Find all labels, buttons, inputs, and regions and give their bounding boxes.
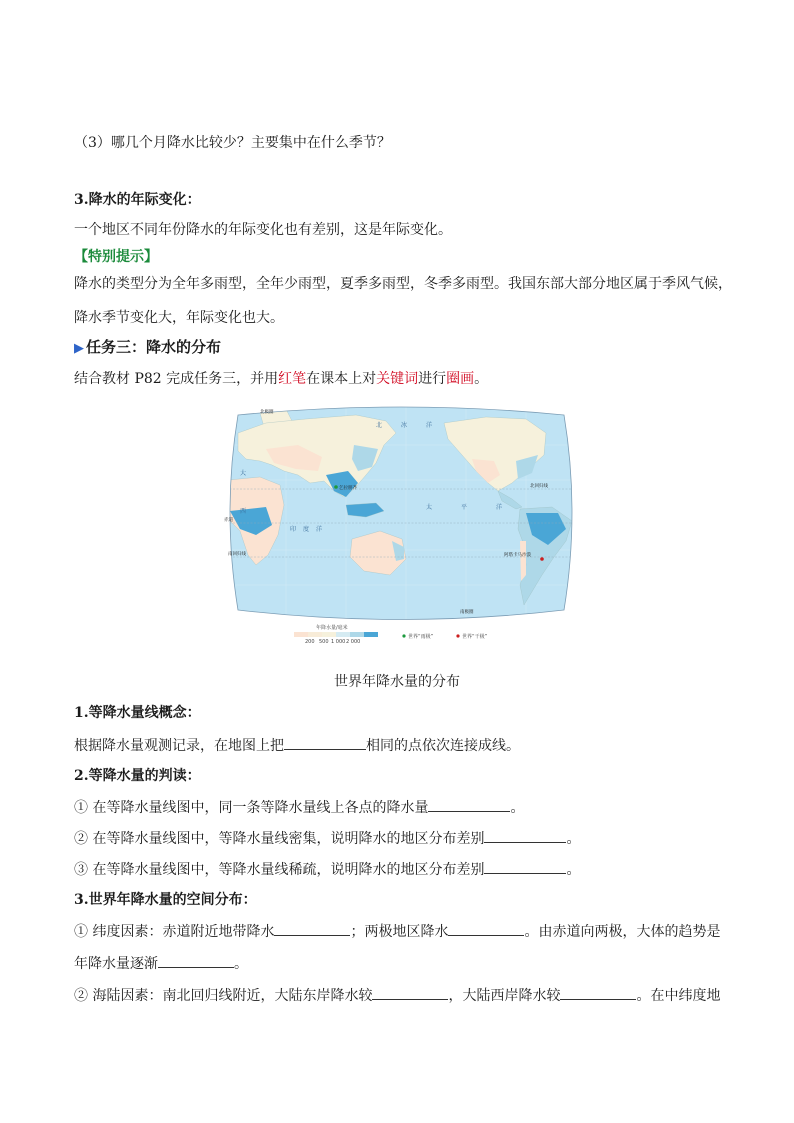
legend-tick-1000: 1 000 bbox=[331, 639, 346, 645]
blank-s3-equator[interactable] bbox=[274, 921, 350, 936]
s2-title: 2.等降水量的判读： bbox=[74, 768, 201, 784]
task-3-instruction: 结合教材 P82 完成任务三，并用红笔在课本上对关键词进行圈画。 bbox=[74, 371, 489, 387]
special-tip-line-1: 降水的类型分为全年多雨型，全年少雨型，夏季多雨型，冬季多雨型。我国东部大部分地区属于季风气候， bbox=[74, 276, 732, 292]
legend-swatches bbox=[294, 632, 378, 637]
legend-tick-200: 200 bbox=[305, 639, 315, 645]
atacama-dry bbox=[520, 541, 526, 581]
legend-dry-label: 世界“干极” bbox=[462, 634, 488, 640]
section-3-title: 3.降水的年际变化： bbox=[74, 192, 201, 208]
ocean-label-bing: 冰 bbox=[401, 422, 408, 429]
ocean-label-xi: 西 bbox=[240, 508, 247, 515]
blank-s1[interactable] bbox=[284, 735, 366, 750]
map-caption: 世界年降水量的分布 bbox=[334, 674, 460, 690]
blank-s2-3[interactable] bbox=[484, 859, 566, 874]
blank-s2-2[interactable] bbox=[484, 828, 566, 843]
lat-label-antarctic-circle: 南极圈 bbox=[460, 610, 474, 615]
legend-dry-dot bbox=[456, 634, 459, 637]
ocean-label-da: 大 bbox=[240, 470, 247, 477]
lat-label-tropic-capricorn: 南回归线 bbox=[228, 552, 246, 557]
blank-s3-east-coast[interactable] bbox=[372, 985, 448, 1000]
question-3: （3）哪几个月降水比较少？主要集中在什么季节？ bbox=[74, 135, 391, 151]
s3-item-1-line-2: 年降水量逐渐 。 bbox=[74, 953, 248, 974]
s1-sentence: 根据降水量观测记录，在地图上把 相同的点依次连接成线。 bbox=[74, 735, 520, 756]
dry-pole-place-label: 阿塔卡马沙漠 bbox=[504, 553, 531, 558]
special-tip-line-2: 降水季节变化大，年际变化也大。 bbox=[74, 310, 284, 326]
ocean-label-yang-2: 洋 bbox=[316, 526, 323, 533]
ocean-label-tai: 太 bbox=[426, 504, 433, 511]
ocean-label-ping: 平 bbox=[461, 504, 468, 511]
special-tip-label: 【特别提示】 bbox=[74, 249, 158, 265]
section-3-body: 一个地区不同年份降水的年际变化也有差别，这是年际变化。 bbox=[74, 222, 452, 238]
dry-pole-dot bbox=[540, 557, 544, 561]
legend-title: 年降水量/毫米 bbox=[316, 625, 348, 631]
lat-label-equator: 赤道 bbox=[224, 518, 233, 523]
rain-pole-dot bbox=[334, 485, 338, 489]
s1-title: 1.等降水量线概念： bbox=[74, 705, 201, 721]
blank-s3-trend[interactable] bbox=[158, 953, 234, 968]
legend-tick-2000: 2 000 bbox=[346, 639, 361, 645]
task-3-heading: ▶ 任务三：降水的分布 bbox=[74, 338, 222, 356]
map-figure bbox=[226, 405, 576, 645]
blank-s3-west-coast[interactable] bbox=[560, 985, 636, 1000]
legend-tick-500: 500 bbox=[319, 639, 329, 645]
ocean-label-du: 度 bbox=[303, 526, 310, 533]
s2-item-2: ② 在等降水量线图中，等降水量线密集，说明降水的地区分布差别 。 bbox=[74, 828, 580, 849]
play-triangle-icon: ▶ bbox=[74, 341, 84, 356]
legend-wet-label: 世界“雨极” bbox=[408, 634, 434, 640]
ocean-label-bei: 北 bbox=[376, 422, 383, 429]
antarctica bbox=[216, 617, 586, 645]
rain-pole-place-label: 乞拉朋齐 bbox=[339, 486, 357, 491]
world-precipitation-map bbox=[226, 405, 576, 645]
lat-label-tropic-cancer: 北回归线 bbox=[530, 484, 548, 489]
legend-wet-dot bbox=[402, 634, 405, 637]
s3-title: 3.世界年降水量的空间分布： bbox=[74, 892, 257, 908]
blank-s3-poles[interactable] bbox=[448, 921, 524, 936]
lat-label-arctic-circle: 北极圈 bbox=[260, 410, 274, 415]
s3-item-1-line-1: ① 纬度因素：赤道附近地带降水 ；两极地区降水 。由赤道向两极，大体的趋势是 bbox=[74, 921, 720, 942]
ocean-label-yang: 洋 bbox=[426, 422, 433, 429]
blank-s2-1[interactable] bbox=[428, 797, 510, 812]
s2-item-1: ① 在等降水量线图中，同一条等降水量线上各点的降水量 。 bbox=[74, 797, 524, 818]
s2-item-3: ③ 在等降水量线图中，等降水量线稀疏，说明降水的地区分布差别 。 bbox=[74, 859, 580, 880]
ocean-label-yin: 印 bbox=[290, 526, 297, 533]
s3-item-2: ② 海陆因素：南北回归线附近，大陆东岸降水较 ，大陆西岸降水较 。在中纬度地 bbox=[74, 985, 720, 1006]
ocean-label-yang-3: 洋 bbox=[496, 504, 503, 511]
